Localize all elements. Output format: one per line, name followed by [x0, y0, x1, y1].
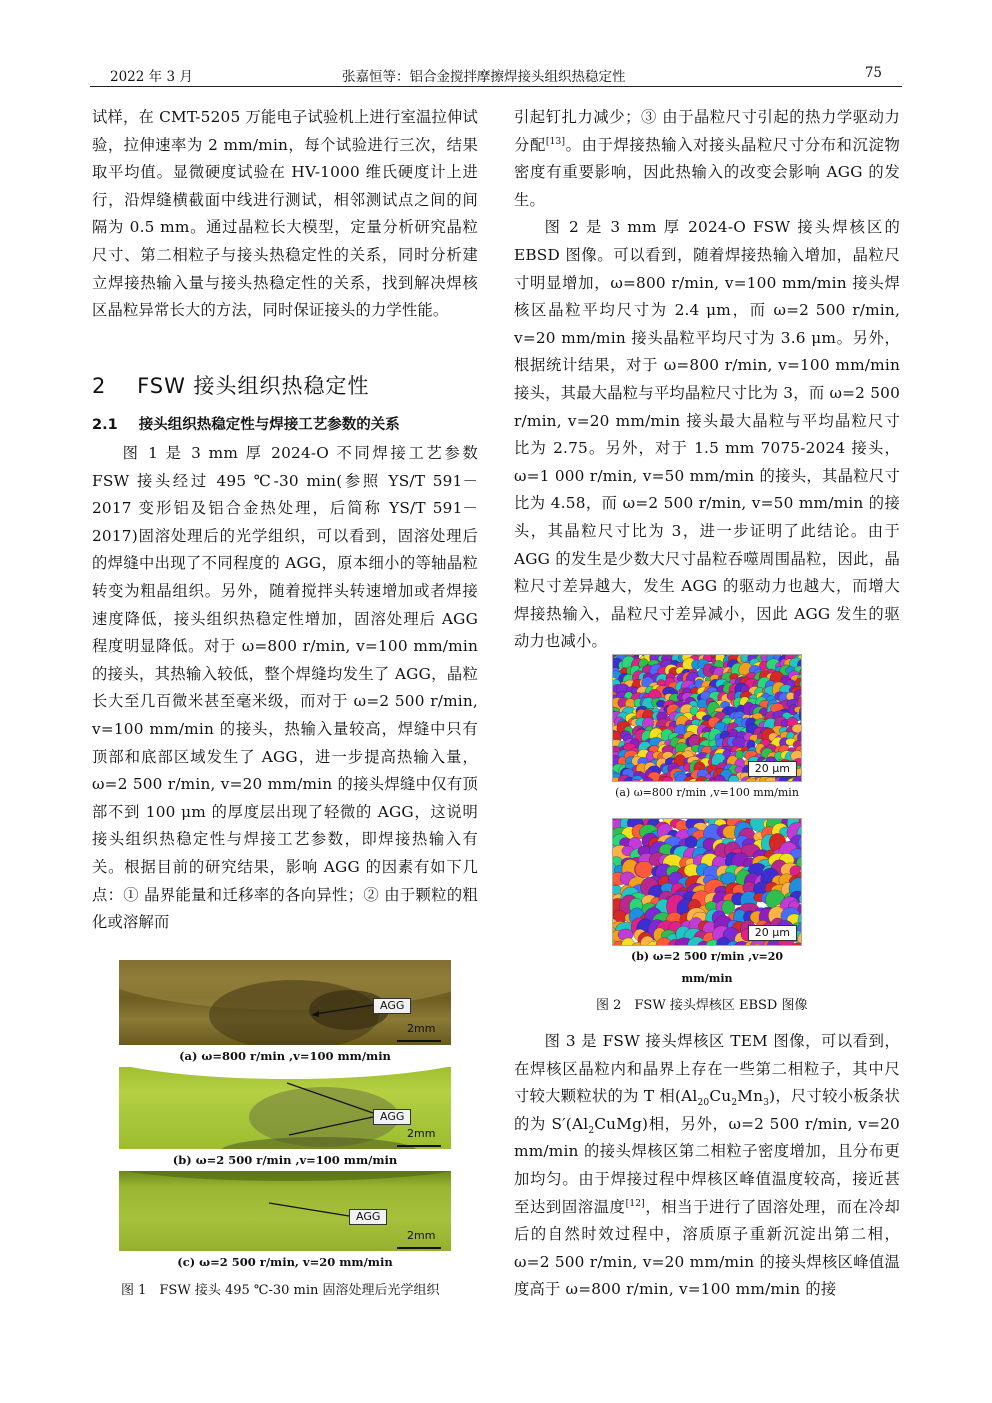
- subfigure-caption-a: (a) ω=800 r/min ,v=100 mm/min: [615, 786, 799, 799]
- right-column-top: [514, 104, 900, 656]
- figure-2-caption: 图 2 FSW 接头焊核区 EBSD 图像: [596, 998, 808, 1013]
- figure-1-caption: 图 1 FSW 接头 495 ℃-30 min 固溶处理后光学组织: [121, 1283, 440, 1298]
- citation[interactable]: [12]: [625, 1198, 645, 1209]
- section-heading: [92, 370, 370, 400]
- body-paragraph: 图 3 是 FSW 接头焊核区 TEM 图像，可以看到，在焊核区晶粒内和晶界上存在一些第二相粒子，其中尺寸较大颗粒状的为 T 相$(Al_{20}Cu_2Mn_3)$，尺寸较小板条状的为 $S'(Al_2CuMg)$相，另外，ω=2 500 r/min, v=20 mm/min 的接头焊核区第二相粒子密度增加，且分布更加均匀。由于焊接过程中焊核区峰值温度较高，接近甚至达到固溶温度[12]，相当于进行了固溶处理，而在冷却后的自然时效过程中，溶质原子重新沉淀出第二相，ω=2 500 r/min, v=20 mm/min 的接头焊核区峰值温度高于 ω=800 r/min, v=100 mm/min 的接: [514, 1032, 900, 1299]
- scale-bar: 20 μm: [748, 761, 797, 777]
- figure-1: [119, 960, 451, 1298]
- body-paragraph: 引起钉扎力减少；③ 由于晶粒尺寸引起的热力学驱动力分配[13]。由于焊接热输入对接头晶粒尺寸分布和沉淀物密度有重要影响，因此热输入的改变会影响 AGG 的发生。: [514, 108, 900, 209]
- page-number: 75: [864, 65, 882, 81]
- scale-bar: 2mm: [397, 1229, 447, 1249]
- ebsd-map-a: [612, 654, 802, 782]
- header-date: 2022 年 3 月: [110, 69, 193, 85]
- micrograph-a: [119, 960, 451, 1045]
- right-column-bottom: [514, 1028, 900, 1304]
- agg-label: AGG: [373, 998, 411, 1014]
- subfigure-caption-b: (b) ω=2 500 r/min ,v=20 mm/min: [630, 950, 784, 985]
- agg-label: AGG: [349, 1209, 387, 1225]
- section-number: 2: [92, 374, 107, 398]
- scale-bar: 2mm: [397, 1127, 447, 1147]
- running-header: [90, 62, 902, 87]
- ebsd-map-b: [612, 818, 802, 946]
- micrograph-b: [119, 1067, 451, 1149]
- agg-label: AGG: [373, 1109, 411, 1125]
- micrograph-c: [119, 1171, 451, 1251]
- figure-2: [612, 654, 802, 985]
- subfigure-caption-a: (a) ω=800 r/min ,v=100 mm/min: [179, 1049, 391, 1063]
- subsection-heading: [92, 413, 400, 434]
- left-column-body: [92, 440, 478, 937]
- subfigure-caption-b: (b) ω=2 500 r/min ,v=100 mm/min: [172, 1153, 398, 1167]
- subfigure-caption-c: (c) ω=2 500 r/min, v=20 mm/min: [177, 1255, 393, 1269]
- header-title: 张嘉恒等：铝合金搅拌摩擦焊接头组织热稳定性: [342, 69, 626, 85]
- body-paragraph: 图 2 是 3 mm 厚 2024-O FSW 接头焊核区的 EBSD 图像。可以看到，随着焊接热输入增加，晶粒尺寸明显增加，ω=800 r/min, v=100 mm/min 接头焊核区晶粒平均尺寸为 2.4 μm，而 ω=2 500 r/min, v=20 mm/min 接头晶粒平均尺寸为 3.6 μm。另外，根据统计结果，对于 ω=800 r/min, v=100 mm/min 接头，其最大晶粒与平均晶粒尺寸比为 3，而 ω=2 500 r/min, v=20 mm/min 接头最大晶粒与平均晶粒尺寸比为 2.75。另外，对于 1.5 mm 7075-2024 接头，ω=1 000 r/min, v=50 mm/min 的接头，其晶粒尺寸比为 4.58，而 ω=2 500 r/min, v=50 mm/min 的接头，其晶粒尺寸比为 3，进一步证明了此结论。由于 AGG 的发生是少数大尺寸晶粒吞噬周围晶粒，因此，晶粒尺寸差异越大，发生 AGG 的驱动力也越大，而增大焊接热输入，晶粒尺寸差异减小，因此 AGG 发生的驱动力也减小。: [514, 218, 901, 651]
- scale-bar: 20 μm: [748, 925, 797, 941]
- left-column-top: [92, 104, 478, 325]
- scale-bar: 2mm: [397, 1022, 447, 1042]
- section-title: FSW 接头组织热稳定性: [137, 374, 370, 398]
- body-paragraph: 图 1 是 3 mm 厚 2024-O 不同焊接工艺参数 FSW 接头经过 495 ℃-30 min(参照 YS/T 591－2017 变形铝及铝合金热处理，后简称 YS/T 591－2017)固溶处理后的光学组织，可以看到，固溶处理后的焊缝中出现了不同程度的 AGG，原本细小的等轴晶粒转变为粗晶组织。另外，随着搅拌头转速增加或者焊接速度降低，接头组织热稳定性增加，固溶处理后 AGG 程度明显降低。对于 ω=800 r/min, v=100 mm/min 的接头，其热输入较低，整个焊缝均发生了 AGG，晶粒长大至几百微米甚至毫米级，而对于 ω=2 500 r/min, v=100 mm/min 的接头，热输入量较高，焊缝中只有顶部和底部区域发生了 AGG，进一步提高热输入量，ω=2 500 r/min, v=20 mm/min 的接头焊缝中仅有顶部不到 100 μm 的厚度层出现了轻微的 AGG，这说明接头组织热稳定性与焊接工艺参数，即焊接热输入有关。根据目前的研究结果，影响 AGG 的因素有如下几点：① 晶界能量和迁移率的各向异性；② 由于颗粒的粗化或溶解而: [92, 444, 478, 932]
- subsection-number: 2.1: [92, 417, 118, 433]
- body-paragraph: 试样，在 CMT-5205 万能电子试验机上进行室温拉伸试验，拉伸速率为 2 mm/min，每个试验进行三次，结果取平均值。显微硬度试验在 HV-1000 维氏硬度计上进行，沿焊缝横截面中线进行测试，相邻测试点之间的间隔为 0.5 mm。通过晶粒长大模型，定量分析研究晶粒尺寸、第二相粒子与接头热稳定性的关系，同时分析建立焊接热输入量与接头热稳定性的关系，找到解决焊核区晶粒异常长大的方法，同时保证接头的力学性能。: [92, 108, 478, 320]
- citation[interactable]: [13]: [545, 136, 566, 147]
- subsection-title: 接头组织热稳定性与焊接工艺参数的关系: [138, 417, 400, 433]
